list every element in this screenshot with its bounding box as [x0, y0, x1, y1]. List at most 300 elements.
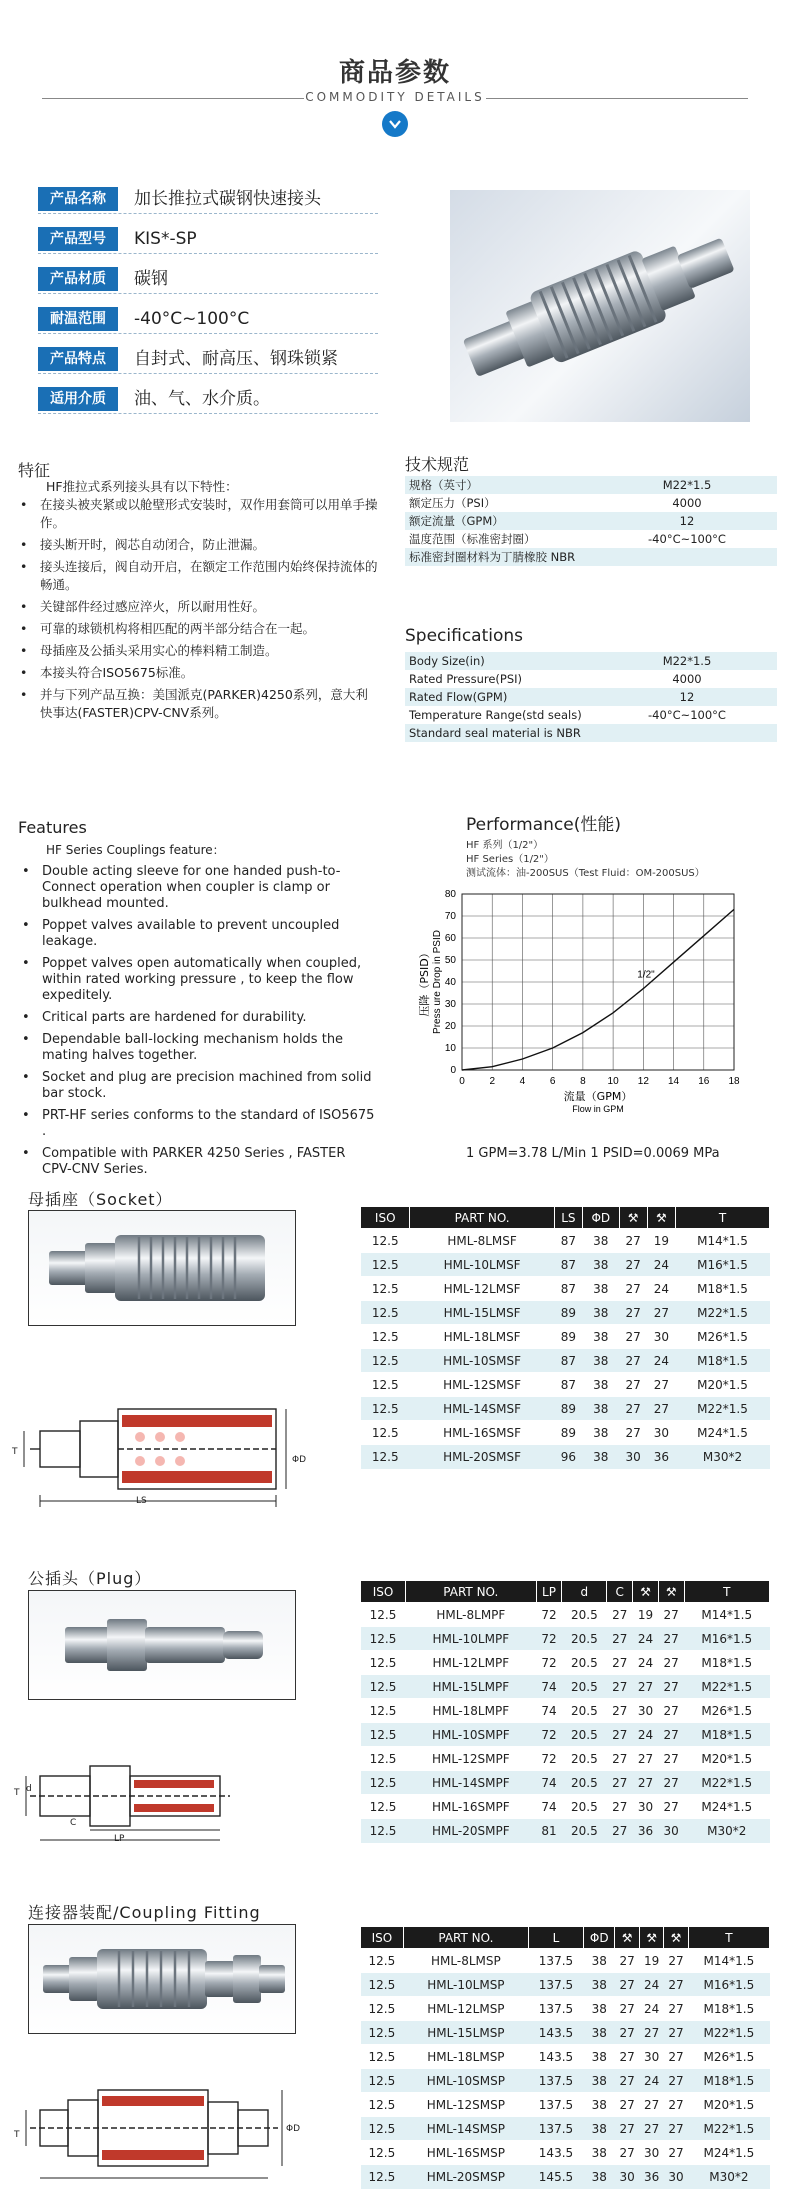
column-header: ⚒ — [639, 1927, 663, 1949]
table-cell: 12.5 — [361, 1373, 410, 1397]
table-cell: 27 — [664, 2069, 688, 2093]
table-cell: 89 — [554, 1421, 582, 1445]
feature-item: • 接头连接后，阀自动开启，在额定工作范围内始终保持流体的畅通。 — [18, 558, 378, 594]
table-cell: 27 — [607, 1747, 633, 1771]
table-cell: 20.5 — [562, 1627, 607, 1651]
table-cell: HML-14SMSF — [410, 1397, 554, 1421]
table-cell: 12.5 — [361, 1445, 410, 1469]
table-cell: 72 — [536, 1651, 562, 1675]
fitting-title: 连接器装配/Coupling Fitting — [28, 1903, 261, 1922]
feature-item: • 并与下列产品互换：美国派克(PARKER)4250系列，意大利快事达(FASTER)CPV-CNV系列。 — [18, 686, 378, 722]
table-cell: 27 — [658, 1771, 684, 1795]
table-cell: 24 — [647, 1253, 675, 1277]
column-header: PART NO. — [410, 1207, 554, 1229]
table-cell: 12.5 — [361, 1421, 410, 1445]
table-cell: 36 — [639, 2165, 663, 2189]
table-cell: HML-15LMSP — [403, 2021, 528, 2045]
info-value: 自封式、耐高压、钢珠锁紧 — [134, 349, 338, 369]
spec-label: Standard seal material is NBR — [405, 724, 597, 742]
table-cell: 19 — [639, 1949, 663, 1973]
table-row — [361, 1229, 770, 1253]
table-cell: 87 — [554, 1277, 582, 1301]
table-row — [361, 1747, 770, 1771]
table-row — [361, 1795, 770, 1819]
table-row — [361, 1949, 770, 1973]
table-cell: 27 — [658, 1675, 684, 1699]
socket-table — [360, 1206, 770, 1469]
spec-label: 规格（英寸） — [405, 476, 597, 494]
table-cell: 27 — [619, 1325, 647, 1349]
spec-row — [405, 706, 777, 724]
table-cell: M16*1.5 — [676, 1253, 770, 1277]
table-cell: M14*1.5 — [684, 1603, 769, 1627]
table-row — [361, 2045, 770, 2069]
table-cell: 24 — [647, 1349, 675, 1373]
table-cell: 36 — [633, 1819, 659, 1843]
table-cell: 12.5 — [361, 1301, 410, 1325]
table-cell: 19 — [633, 1603, 659, 1627]
table-cell: 12.5 — [361, 1627, 406, 1651]
table-cell: 27 — [607, 1627, 633, 1651]
column-header: ⚒ — [664, 1927, 688, 1949]
table-cell: 12.5 — [361, 2093, 404, 2117]
column-header: ISO — [361, 1927, 404, 1949]
spec-label: 标准密封圈材料为丁腈橡胶 NBR — [405, 548, 597, 566]
table-cell: 20.5 — [562, 1723, 607, 1747]
spec-row — [405, 512, 777, 530]
table-cell: 27 — [619, 1229, 647, 1253]
column-header: ⚒ — [647, 1207, 675, 1229]
spec-row — [405, 724, 777, 742]
plug-title: 公插头（Plug） — [28, 1569, 152, 1588]
y-axis-label: 压降（PSID） — [418, 947, 431, 1017]
feature-item: • Critical parts are hardened for durability. — [18, 1010, 378, 1026]
table-cell: 30 — [633, 1699, 659, 1723]
table-cell: 27 — [615, 2045, 639, 2069]
table-row — [361, 1397, 770, 1421]
table-cell: 12.5 — [361, 1723, 406, 1747]
table-row — [361, 1699, 770, 1723]
table-cell: 145.5 — [529, 2165, 584, 2189]
table-cell: 24 — [639, 1973, 663, 1997]
table-cell: 38 — [583, 1253, 619, 1277]
table-cell: 27 — [607, 1819, 633, 1843]
table-cell: 12.5 — [361, 1277, 410, 1301]
table-cell: 30 — [664, 2165, 688, 2189]
spec-value: M22*1.5 — [597, 652, 777, 670]
table-cell: HML-20SMSF — [410, 1445, 554, 1469]
table-cell: M22*1.5 — [676, 1397, 770, 1421]
features-en-title: Features — [18, 818, 87, 837]
table-cell: 72 — [536, 1723, 562, 1747]
socket-photo — [28, 1210, 296, 1326]
table-cell: 27 — [607, 1675, 633, 1699]
table-cell: HML-10SMSP — [403, 2069, 528, 2093]
table-cell: 12.5 — [361, 1253, 410, 1277]
table-cell: M20*1.5 — [676, 1373, 770, 1397]
y-tick-label: 0 — [450, 1065, 456, 1076]
table-cell: 24 — [639, 2069, 663, 2093]
column-header: d — [562, 1581, 607, 1603]
table-cell: 27 — [619, 1349, 647, 1373]
spec-row — [405, 652, 777, 670]
table-cell: 137.5 — [529, 1949, 584, 1973]
table-row — [361, 1819, 770, 1843]
feature-item: • Double acting sleeve for one handed push-to-Connect operation when coupler is clamp or bulkhead mounted. — [18, 864, 378, 912]
info-value: -40°C~100°C — [134, 309, 250, 329]
spec-value: 4000 — [597, 494, 777, 512]
table-cell: 30 — [647, 1325, 675, 1349]
table-cell: HML-10LMSP — [403, 1973, 528, 1997]
info-row — [38, 224, 378, 254]
spec-value: -40°C~100°C — [597, 706, 777, 724]
table-cell: 20.5 — [562, 1771, 607, 1795]
x-axis-label: 流量（GPM） — [563, 1090, 633, 1103]
spec-label: Temperature Range(std seals) — [405, 706, 597, 724]
table-cell: HML-15LMPF — [406, 1675, 537, 1699]
table-cell: 27 — [664, 2045, 688, 2069]
table-cell: 24 — [633, 1723, 659, 1747]
table-cell: HML-12LMSF — [410, 1277, 554, 1301]
info-label: 产品型号 — [38, 227, 118, 251]
spec-label: Rated Flow(GPM) — [405, 688, 597, 706]
table-cell: 30 — [615, 2165, 639, 2189]
info-label: 适用介质 — [38, 387, 118, 411]
table-cell: 12.5 — [361, 2117, 404, 2141]
performance-title: Performance(性能) — [466, 815, 621, 835]
table-cell: 38 — [583, 1229, 619, 1253]
table-cell: 30 — [647, 1421, 675, 1445]
table-cell: 12.5 — [361, 1675, 406, 1699]
info-value: 碳钢 — [134, 269, 168, 289]
table-cell: HML-10LMSF — [410, 1253, 554, 1277]
plug-photo — [28, 1590, 296, 1700]
table-cell: M24*1.5 — [676, 1421, 770, 1445]
table-cell: 27 — [615, 2141, 639, 2165]
table-cell: 143.5 — [529, 2141, 584, 2165]
table-header-row — [361, 1927, 770, 1949]
features-cn-lead: HF推拉式系列接头具有以下特性： — [46, 479, 238, 494]
table-cell: 27 — [658, 1627, 684, 1651]
column-header: C — [607, 1581, 633, 1603]
spec-label: Rated Pressure(PSI) — [405, 670, 597, 688]
table-cell: 27 — [619, 1301, 647, 1325]
table-cell: 12.5 — [361, 1973, 404, 1997]
table-cell: 30 — [658, 1819, 684, 1843]
dim-label-c: C — [70, 1818, 77, 1828]
socket-drawing — [10, 1385, 300, 1515]
info-row — [38, 184, 378, 214]
x-tick-label: 10 — [607, 1076, 619, 1087]
column-header: ISO — [361, 1581, 406, 1603]
table-cell: 38 — [583, 1397, 619, 1421]
table-cell: 36 — [647, 1445, 675, 1469]
table-cell: 30 — [633, 1795, 659, 1819]
column-header: T — [684, 1581, 769, 1603]
spec-cn-table — [405, 476, 777, 566]
table-cell: 27 — [658, 1603, 684, 1627]
table-cell: 38 — [583, 1973, 615, 1997]
table-cell: HML-8LMSF — [410, 1229, 554, 1253]
page-title: 商品参数 — [338, 58, 451, 88]
table-cell: HML-18LMSP — [403, 2045, 528, 2069]
table-cell: 12.5 — [361, 1997, 404, 2021]
table-cell: 27 — [664, 1949, 688, 1973]
table-cell: 38 — [583, 1997, 615, 2021]
table-cell: M26*1.5 — [684, 1699, 769, 1723]
table-cell: 27 — [619, 1421, 647, 1445]
x-tick-label: 2 — [489, 1076, 496, 1087]
product-photo — [450, 190, 750, 422]
y-tick-label: 50 — [444, 955, 456, 966]
y-tick-label: 30 — [444, 999, 456, 1010]
feature-item: • Poppet valves open automatically when coupled, within rated working pressure , to keep the flow expeditely. — [18, 956, 378, 1004]
table-cell: 38 — [583, 1445, 619, 1469]
spec-value: M22*1.5 — [597, 476, 777, 494]
info-row — [38, 384, 378, 414]
table-cell: 38 — [583, 1325, 619, 1349]
feature-item: • Dependable ball-locking mechanism holds the mating halves together. — [18, 1032, 378, 1064]
table-cell: 12.5 — [361, 1747, 406, 1771]
plug-table — [360, 1580, 770, 1843]
socket-title: 母插座（Socket） — [28, 1190, 173, 1209]
column-header: ⚒ — [633, 1581, 659, 1603]
y-tick-label: 40 — [444, 977, 456, 988]
table-cell: HML-20SMPF — [406, 1819, 537, 1843]
table-cell: 12.5 — [361, 1699, 406, 1723]
table-cell: 27 — [639, 2117, 663, 2141]
page-subtitle: COMMODITY DETAILS — [305, 90, 485, 104]
table-cell: 38 — [583, 1349, 619, 1373]
table-cell: 27 — [639, 2093, 663, 2117]
table-cell: 12.5 — [361, 1771, 406, 1795]
table-cell: M18*1.5 — [676, 1349, 770, 1373]
table-cell: 27 — [664, 2141, 688, 2165]
table-header-row — [361, 1581, 770, 1603]
table-cell: 27 — [658, 1651, 684, 1675]
table-cell: 74 — [536, 1699, 562, 1723]
table-cell: 72 — [536, 1603, 562, 1627]
table-cell: M16*1.5 — [684, 1627, 769, 1651]
table-cell: 12.5 — [361, 2021, 404, 2045]
table-row — [361, 1301, 770, 1325]
features-en-list — [18, 842, 378, 1184]
column-header: ΦD — [583, 1927, 615, 1949]
plug-drawing — [10, 1740, 300, 1850]
table-cell: 38 — [583, 2069, 615, 2093]
table-cell: 24 — [633, 1651, 659, 1675]
spec-value: 4000 — [597, 670, 777, 688]
table-cell: 87 — [554, 1349, 582, 1373]
table-cell: 87 — [554, 1373, 582, 1397]
table-row — [361, 1253, 770, 1277]
dim-label-t: T — [14, 2130, 20, 2140]
table-cell: 20.5 — [562, 1699, 607, 1723]
table-cell: M18*1.5 — [688, 1997, 769, 2021]
x-tick-label: 6 — [549, 1076, 556, 1087]
table-cell: M20*1.5 — [684, 1747, 769, 1771]
table-cell: 27 — [607, 1651, 633, 1675]
table-cell: 19 — [647, 1229, 675, 1253]
table-cell: 27 — [615, 2093, 639, 2117]
table-cell: 24 — [639, 1997, 663, 2021]
performance-legend: HF Series（1/2"） — [466, 854, 554, 865]
column-header: ⚒ — [658, 1581, 684, 1603]
x-tick-label: 0 — [459, 1076, 465, 1087]
table-row — [361, 1277, 770, 1301]
table-cell: 27 — [658, 1699, 684, 1723]
table-row — [361, 2117, 770, 2141]
table-cell: 38 — [583, 2045, 615, 2069]
table-row — [361, 1651, 770, 1675]
table-cell: 12.5 — [361, 1325, 410, 1349]
spec-value: -40°C~100°C — [597, 530, 777, 548]
column-header: L — [529, 1927, 584, 1949]
feature-item: • 可靠的球锁机构将相匹配的两半部分结合在一起。 — [18, 620, 378, 638]
table-cell: 143.5 — [529, 2021, 584, 2045]
table-cell: HML-12SMSF — [410, 1373, 554, 1397]
table-cell: 74 — [536, 1795, 562, 1819]
features-cn-list — [18, 478, 378, 726]
table-cell: 96 — [554, 1445, 582, 1469]
table-cell: 27 — [647, 1301, 675, 1325]
spec-row — [405, 476, 777, 494]
table-cell: 12.5 — [361, 2141, 404, 2165]
table-cell: 137.5 — [529, 1997, 584, 2021]
column-header: ΦD — [583, 1207, 619, 1229]
table-cell: 27 — [615, 2069, 639, 2093]
performance-legend: HF 系列（1/2"） — [466, 840, 544, 851]
table-cell: 12.5 — [361, 1795, 406, 1819]
table-cell: 27 — [607, 1771, 633, 1795]
y-tick-label: 70 — [444, 911, 456, 922]
table-cell: 74 — [536, 1771, 562, 1795]
table-cell: HML-14SMSP — [403, 2117, 528, 2141]
table-row — [361, 2069, 770, 2093]
table-cell: HML-8LMPF — [406, 1603, 537, 1627]
table-cell: 27 — [615, 1973, 639, 1997]
table-cell: 27 — [615, 1997, 639, 2021]
table-cell: M26*1.5 — [676, 1325, 770, 1349]
table-cell: HML-16SMPF — [406, 1795, 537, 1819]
table-cell: M18*1.5 — [688, 2069, 769, 2093]
table-row — [361, 1421, 770, 1445]
feature-item: • 母插座及公插头采用实心的棒料精工制造。 — [18, 642, 378, 660]
column-header: LP — [536, 1581, 562, 1603]
feature-item: • Poppet valves available to prevent uncoupled leakage. — [18, 918, 378, 950]
spec-row — [405, 530, 777, 548]
table-row — [361, 1997, 770, 2021]
y-tick-label: 10 — [444, 1043, 456, 1054]
table-cell: 38 — [583, 2165, 615, 2189]
table-cell: 74 — [536, 1675, 562, 1699]
table-cell: 12.5 — [361, 1603, 406, 1627]
table-cell: M30*2 — [688, 2165, 769, 2189]
table-cell: 27 — [633, 1747, 659, 1771]
table-cell: 27 — [647, 1397, 675, 1421]
table-cell: 30 — [619, 1445, 647, 1469]
feature-item: • 在接头被夹紧或以舱壁形式安装时，双作用套筒可以用单手操作。 — [18, 496, 378, 532]
table-cell: 27 — [615, 2021, 639, 2045]
table-cell: M30*2 — [684, 1819, 769, 1843]
table-cell: M14*1.5 — [688, 1949, 769, 1973]
table-row — [361, 1373, 770, 1397]
info-label: 耐温范围 — [38, 307, 118, 331]
spec-label: 额定压力（PSI） — [405, 494, 597, 512]
table-cell: 38 — [583, 2141, 615, 2165]
spec-row — [405, 688, 777, 706]
table-cell: 87 — [554, 1253, 582, 1277]
spec-label: 温度范围（标准密封圈） — [405, 530, 597, 548]
spec-value: 12 — [597, 512, 777, 530]
table-cell: 20.5 — [562, 1651, 607, 1675]
fitting-photo — [28, 1924, 296, 2034]
unit-conversion: 1 GPM=3.78 L/Min 1 PSID=0.0069 MPa — [466, 1146, 720, 1161]
feature-item: • 本接头符合ISO5675标准。 — [18, 664, 378, 682]
table-cell: M18*1.5 — [676, 1277, 770, 1301]
x-tick-label: 4 — [519, 1076, 526, 1087]
table-cell: 27 — [607, 1723, 633, 1747]
column-header: T — [676, 1207, 770, 1229]
table-cell: 30 — [639, 2045, 663, 2069]
spec-label: 额定流量（GPM） — [405, 512, 597, 530]
table-cell: M22*1.5 — [688, 2117, 769, 2141]
table-cell: 27 — [664, 2021, 688, 2045]
table-row — [361, 1627, 770, 1651]
table-cell: 27 — [619, 1277, 647, 1301]
table-cell: M18*1.5 — [684, 1723, 769, 1747]
fitting-drawing — [10, 2070, 300, 2190]
table-cell: 27 — [658, 1723, 684, 1747]
table-cell: 89 — [554, 1301, 582, 1325]
table-cell: 38 — [583, 2093, 615, 2117]
table-cell: 12.5 — [361, 1397, 410, 1421]
dim-label-t: T — [12, 1447, 18, 1457]
feature-item: • PRT-HF series conforms to the standard of ISO5675 . — [18, 1108, 378, 1140]
table-cell: 20.5 — [562, 1603, 607, 1627]
table-cell: 38 — [583, 1421, 619, 1445]
table-cell: HML-16SMSP — [403, 2141, 528, 2165]
table-cell: 12.5 — [361, 2069, 404, 2093]
table-cell: 81 — [536, 1819, 562, 1843]
chevron-down-icon[interactable] — [382, 111, 408, 137]
feature-item: • Socket and plug are precision machined from solid bar stock. — [18, 1070, 378, 1102]
table-cell: HML-12LMSP — [403, 1997, 528, 2021]
table-cell: 20.5 — [562, 1675, 607, 1699]
table-cell: 27 — [607, 1795, 633, 1819]
table-cell: 12.5 — [361, 1651, 406, 1675]
dim-label-d: ΦD — [286, 2124, 301, 2134]
table-cell: M26*1.5 — [688, 2045, 769, 2069]
column-header: ⚒ — [619, 1207, 647, 1229]
table-cell: M22*1.5 — [684, 1675, 769, 1699]
table-cell: 27 — [633, 1771, 659, 1795]
table-cell: 12.5 — [361, 1819, 406, 1843]
table-cell: 12.5 — [361, 1949, 404, 1973]
table-row — [361, 2165, 770, 2189]
x-axis-label-en: Flow in GPM — [572, 1104, 624, 1114]
table-cell: HML-16SMSF — [410, 1421, 554, 1445]
table-cell: HML-12SMSP — [403, 2093, 528, 2117]
table-cell: M24*1.5 — [688, 2141, 769, 2165]
spec-cn-title: 技术规范 — [405, 455, 470, 474]
y-axis-label-en: Press ure Drop in PSID — [432, 930, 443, 1034]
info-label: 产品名称 — [38, 187, 118, 211]
table-cell: 137.5 — [529, 2069, 584, 2093]
table-cell: 72 — [536, 1747, 562, 1771]
info-value: 加长推拉式碳钢快速接头 — [134, 189, 321, 209]
table-cell: 12.5 — [361, 2165, 404, 2189]
